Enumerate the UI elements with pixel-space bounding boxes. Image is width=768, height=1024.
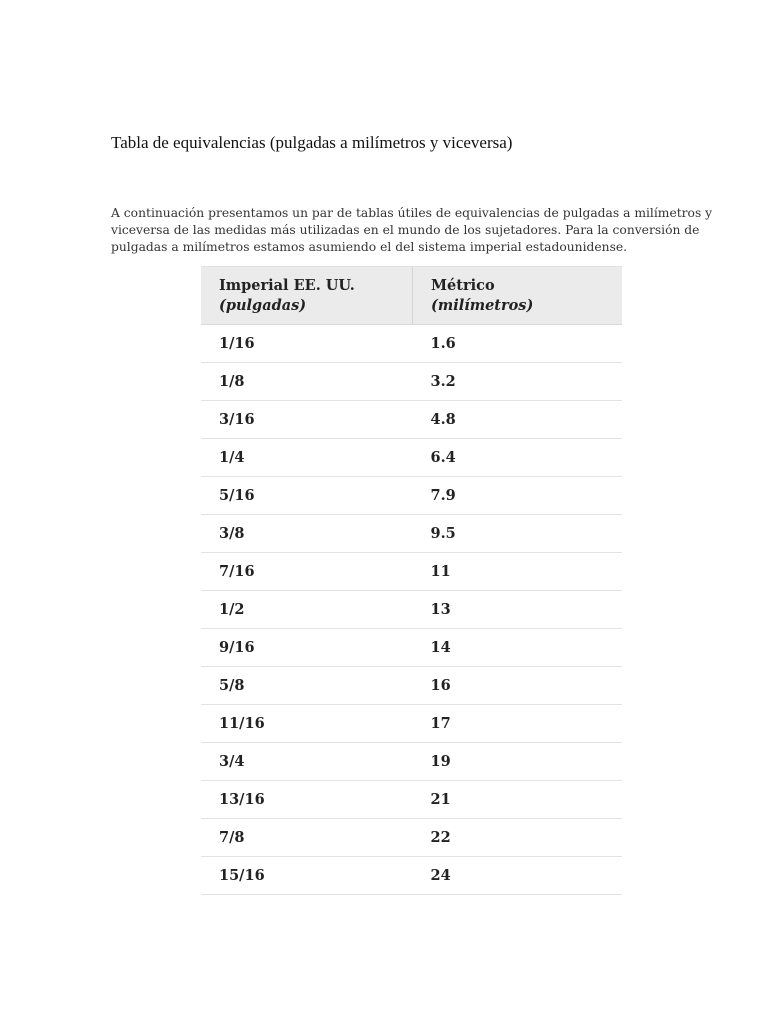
table-row [201,515,622,553]
intro-line: viceversa de las medidas más utilizadas en el mundo de los sujetadores. Para la conversión de [111,223,700,237]
header-metric-unit: (milímetros) [431,297,534,314]
header-imperial-label: Imperial EE. UU. [219,277,355,294]
header-imperial-unit: (pulgadas) [219,297,307,314]
cell-mm: 19 [413,743,623,781]
cell-inches: 1/8 [201,363,413,401]
table-row [201,591,622,629]
cell-inches: 7/8 [201,819,413,857]
cell-inches: 11/16 [201,705,413,743]
table-row [201,325,622,363]
cell-inches: 1/4 [201,439,413,477]
intro-paragraph [111,205,711,256]
cell-mm: 6.4 [413,439,623,477]
cell-mm: 3.2 [413,363,623,401]
table-row [201,363,622,401]
cell-mm: 14 [413,629,623,667]
intro-line: A continuación presentamos un par de tablas útiles de equivalencias de pulgadas a milímetros y [111,206,713,220]
intro-line: pulgadas a milímetros estamos asumiendo el del sistema imperial estadounidense. [111,240,628,254]
cell-inches: 7/16 [201,553,413,591]
cell-mm: 7.9 [413,477,623,515]
cell-mm: 22 [413,819,623,857]
table-row [201,705,622,743]
table-row [201,477,622,515]
table-row [201,439,622,477]
page-title: Tabla de equivalencias (pulgadas a milímetros y viceversa) [111,133,513,152]
table-row [201,743,622,781]
equivalence-table [201,266,622,895]
cell-mm: 1.6 [413,325,623,363]
cell-mm: 21 [413,781,623,819]
table-body [201,325,622,895]
header-imperial [201,267,413,325]
cell-mm: 17 [413,705,623,743]
cell-inches: 1/2 [201,591,413,629]
header-metric [413,267,623,325]
cell-inches: 3/16 [201,401,413,439]
cell-inches: 15/16 [201,857,413,895]
table-row [201,553,622,591]
table-row [201,401,622,439]
table-row [201,781,622,819]
header-metric-label: Métrico [431,277,495,294]
table-row [201,629,622,667]
cell-inches: 13/16 [201,781,413,819]
cell-mm: 24 [413,857,623,895]
table-row [201,667,622,705]
cell-inches: 5/16 [201,477,413,515]
cell-inches: 5/8 [201,667,413,705]
cell-mm: 11 [413,553,623,591]
cell-inches: 9/16 [201,629,413,667]
cell-mm: 9.5 [413,515,623,553]
cell-inches: 1/16 [201,325,413,363]
table-row [201,857,622,895]
cell-inches: 3/4 [201,743,413,781]
cell-mm: 16 [413,667,623,705]
cell-inches: 3/8 [201,515,413,553]
cell-mm: 13 [413,591,623,629]
table-row [201,819,622,857]
cell-mm: 4.8 [413,401,623,439]
table-header-row [201,267,622,325]
